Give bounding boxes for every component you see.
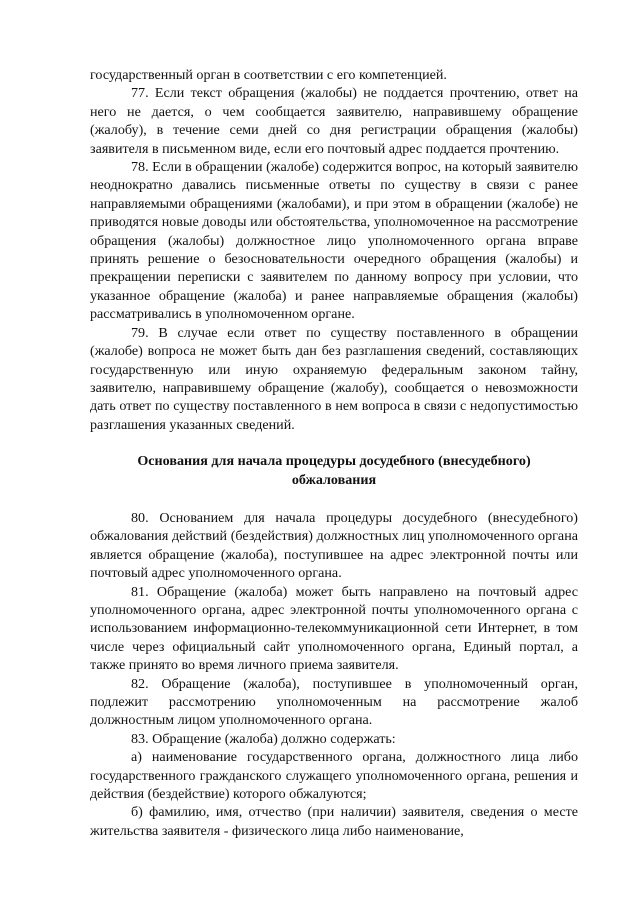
paragraph-81: 81. Обращение (жалоба) может быть направлено на почтовый адрес уполномоченного органа, адрес электронной почты уполномоченного органа с использованием информационно-телекоммуникационной сети Интернет, в том числе через официальный сайт уполномоченного органа, Единый портал, а также принято во время личного приема заявителя. — [90, 583, 578, 674]
paragraph-79: 79. В случае если ответ по существу поставленного в обращении (жалобе) вопроса не может быть дан без разглашения сведений, составляющих государственную или иную охраняемую федеральным законом тайну, заявителю, направившему обращение (жалобу), сообщается о невозможности дать ответ по существу поставленного в нем вопроса в связи с недопустимостью разглашения указанных сведений. — [90, 324, 578, 433]
document-page — [90, 66, 578, 840]
section-heading: Основания для начала процедуры досудебного (внесудебного) обжалования — [137, 453, 531, 488]
paragraph-83-a: а) наименование государственного органа, должностного лица либо государственного гражданского служащего уполномоченного органа, решения и действия (бездействие) которого обжалуются; — [90, 749, 578, 803]
paragraph-77: 77. Если текст обращения (жалобы) не поддается прочтению, ответ на него не дается, о чем сообщается заявителю, направившему обращение (жалобу), в течение семи дней со дня регистрации обращения (жалобы) заявителя в письменном виде, если его почтовый адрес поддается прочтению. — [90, 85, 578, 157]
paragraph-78: 78. Если в обращении (жалобе) содержится вопрос, на который заявителю неоднократно давались письменные ответы по существу в связи с ранее направляемыми обращениями (жалобами), и при этом в обращении (жалобе) не приводятся новые доводы или обстоятельства, уполномоченное на рассмотрение обращения (жалобы) должностное лицо уполномоченного органа вправе принять решение о безосновательности очередного обращения (жалобы) и прекращении переписки с заявителем по данному вопросу при условии, что указанное обращение (жалоба) и ранее направляемые обращения (жалобы) рассматривались в уполномоченном органе. — [90, 159, 578, 323]
paragraph-83-b: б) фамилию, имя, отчество (при наличии) заявителя, сведения о месте жительства заявителя - физического лица либо наименование, — [90, 804, 578, 839]
paragraph-82: 82. Обращение (жалоба), поступившее в уполномоченный орган, подлежит рассмотрению уполномоченным на рассмотрение жалоб должностным лицом уполномоченного органа. — [90, 675, 578, 729]
paragraph-continuation: государственный орган в соответствии с его компетенцией. — [90, 67, 447, 83]
paragraph-80: 80. Основанием для начала процедуры досудебного (внесудебного) обжалования действий (бездействия) должностных лиц уполномоченного органа является обращение (жалоба), поступившее на адрес электронной почты или почтовый адрес уполномоченного органа. — [90, 509, 578, 582]
paragraph-83: 83. Обращение (жалоба) должно содержать: — [131, 730, 396, 747]
